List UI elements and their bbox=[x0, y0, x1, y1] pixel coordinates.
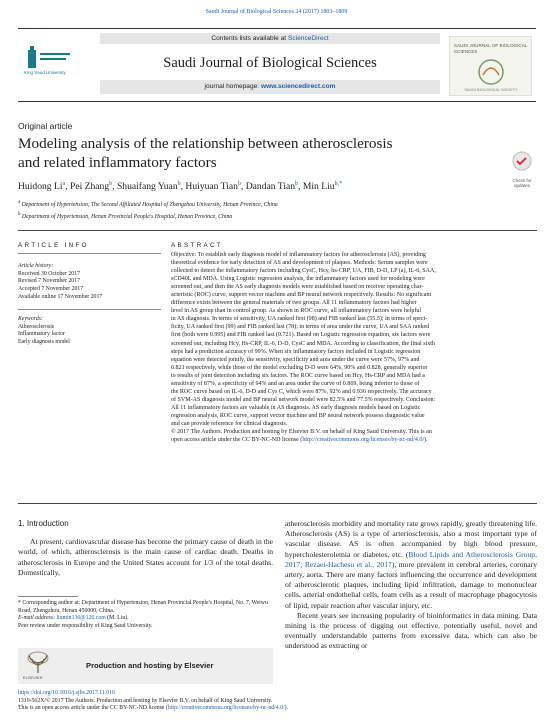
history-item: Revised 7 November 2017 bbox=[18, 278, 80, 285]
footnote-rule bbox=[18, 596, 78, 597]
title-line-1: Modeling analysis of the relationship between atherosclerosis bbox=[18, 135, 393, 152]
title-line-2: and related inflammatory factors bbox=[18, 154, 217, 171]
email-line bbox=[18, 615, 273, 623]
author-name[interactable]: Dandan Tian bbox=[245, 181, 296, 193]
body-column-right bbox=[285, 519, 537, 652]
abstract-line: regression analysis, ROC curve, support vector machine and BP neural network possess diagnostic value bbox=[171, 412, 425, 419]
copyright-notice bbox=[171, 428, 537, 444]
abstract-line: level in AS group than in control group. As shown in ROC curve, all inflammatory factors were helpful bbox=[171, 308, 422, 315]
license-line bbox=[18, 705, 538, 713]
author-affiliation-marker[interactable]: b bbox=[177, 181, 181, 187]
info-rule bbox=[18, 253, 161, 254]
author-affiliation-marker[interactable]: a bbox=[62, 181, 66, 187]
homepage-link[interactable]: www.sciencedirect.com bbox=[260, 83, 336, 90]
contents-label: Contents lists available at bbox=[211, 35, 288, 42]
abstract-line: ficity, UA ranked first (99) and FIB ranked last (78); in terms of area under the curve, UA and SAA ranked bbox=[171, 324, 430, 331]
history-item: Received 30 October 2017 bbox=[18, 270, 80, 277]
author-separator: , bbox=[298, 181, 303, 193]
author-affiliation-marker[interactable]: b bbox=[109, 181, 113, 187]
keywords bbox=[18, 316, 70, 347]
paragraph: Recent years see increasing popularity of bioinformatics in data mining. Data mining is the process of digging out effective, potentially useful, novel and eventually understandable patterns from excessive data, which can also be understood as extracting or bbox=[285, 610, 537, 651]
corresponding-author: * Corresponding author at: Department of Hypertension, Henan Provincial People's Hospital, No. 7, Weiwu Road, Zhengzhou, Henan 450000, China. bbox=[18, 600, 268, 614]
paragraph-text: atherosclerosis morbidity and mortality rate grows rapidly, greatly threatening life. Atherosclerosis (AS) is a type of arteriosclerosis, also a most important type of vascular disease. AS is often accompanied by high blood pressure, hypercholesterolemia or diabetes, etc. ( bbox=[285, 519, 537, 559]
keyword: Atherosclerosis bbox=[18, 323, 55, 330]
king-saud-university-logo bbox=[24, 44, 76, 86]
abstract-line: collected to detect the inflammatory factors including CysC, Hcy, hs-CRP, UA, FIB, D-D, LP (a), IL-6, SAA, bbox=[171, 268, 436, 275]
author-name[interactable]: Shuaifang Yuan bbox=[116, 181, 178, 193]
author-list bbox=[18, 181, 342, 192]
author-name[interactable]: Huidong Li bbox=[18, 181, 63, 193]
cover-subtitle: SAUDI BIOLOGICAL SOCIETY bbox=[464, 88, 518, 92]
author-name[interactable]: Min Liu bbox=[302, 181, 335, 193]
abstract-line: of SVM-AS diagnosis model and BP neural network model were 82.5% and 77.5% respectively. Conclusion: bbox=[171, 396, 436, 403]
abstract-text bbox=[171, 251, 537, 428]
article-history bbox=[18, 263, 102, 302]
homepage-label: journal homepage: bbox=[204, 83, 261, 90]
article-info-heading: ARTICLE INFO bbox=[18, 242, 89, 249]
author-affiliation-marker[interactable]: b bbox=[237, 181, 241, 187]
section-divider bbox=[18, 230, 537, 231]
history-item: Available online 17 November 2017 bbox=[18, 293, 103, 300]
abstract-line: and can provide reference for clinical diagnosis. bbox=[171, 420, 288, 427]
author-separator: , bbox=[240, 181, 246, 193]
sciencedirect-link[interactable]: ScienceDirect bbox=[287, 35, 329, 42]
journal-name: Saudi Journal of Biological Sciences bbox=[163, 55, 377, 71]
affiliations bbox=[18, 198, 278, 222]
keywords-label: Keywords: bbox=[18, 316, 43, 322]
affiliation-text: Department of Hypertension, The Second Affiliated Hospital of Zhengzhou University, Henan Province, China bbox=[21, 201, 278, 208]
abstract-line: theoretical evidence for early detection of AS and development of plaques. Methods: Serum samples were bbox=[171, 260, 428, 267]
journal-reference[interactable]: Saudi Journal of Biological Sciences 24 (2017) 1803–1809 bbox=[205, 9, 348, 15]
elsevier-wordmark: ELSEVIER bbox=[23, 675, 43, 680]
keyword: Inflammatory factor bbox=[18, 331, 65, 338]
journal-cover bbox=[449, 36, 532, 96]
abstract-line: All 11 inflammatory factors are valuable in AS diagnosis. AS early diagnosis models based on Logistic bbox=[171, 404, 421, 411]
abstract-line: screened out, and then the AS early diagnosis models were established based on receiver operating char- bbox=[171, 284, 424, 291]
footer-license-link[interactable]: http://creativecommons.org/licenses/by-nc-nd/4.0/ bbox=[167, 705, 285, 712]
check-updates-icon bbox=[507, 151, 537, 173]
paragraph-text: ), more prevalent in cerebral arteries, coronary artery, aorta. There are many factors influencing the occurrence and development of atherosclerotic plaques, including lipid infiltration, damage to mononuclear cells, arterial endothelial cells, foam cells as a result of macrophage phagocytosis of lipid, repair reaction after vascular injury, etc. bbox=[285, 559, 537, 610]
email-label: E-mail address: bbox=[18, 615, 57, 622]
affiliation-b bbox=[18, 210, 278, 222]
keyword: Early diagnosis model bbox=[18, 339, 70, 346]
license-prefix: This is an open access article under the CC BY-NC-ND license ( bbox=[18, 705, 168, 712]
elsevier-production-box bbox=[18, 648, 273, 684]
email-link[interactable]: liumin136@126.com bbox=[56, 615, 106, 622]
abstract-line: sCD40L and MDA. Using Logistic regression analysis, the inflammatory factors used for modeling were bbox=[171, 276, 425, 283]
license-suffix: ). bbox=[284, 705, 289, 712]
affiliation-text: Department of Hypertension, Henan Provincial People's Hospital, Henan Province, China bbox=[21, 213, 233, 220]
author-name[interactable]: Huiyuan Tian bbox=[185, 181, 238, 193]
author-affiliation-marker[interactable]: b bbox=[295, 181, 299, 187]
author-separator: , bbox=[180, 181, 186, 193]
copyright-suffix: ). bbox=[424, 437, 428, 444]
abstract-line: in AS diagnosis. In terms of sensitivity, UA ranked first (98) and FIB ranked last (55.5); in terms of speci- bbox=[171, 316, 428, 323]
abstract-line: steps had a prediction accuracy of 99%. When six inflammatory factors included in Logistic regression bbox=[171, 348, 421, 355]
paragraph bbox=[285, 519, 537, 611]
intro-paragraph: At present, cardiovascular disease has become the primary cause of death in the world, of which, atherosclerosis is the main cause of cardiac death. Deaths in atherosclerosis in Europe and the United States account for 1/3 of the total deaths. Domestically, bbox=[18, 537, 273, 577]
author-separator: , bbox=[112, 181, 117, 193]
affiliation-marker: a bbox=[18, 200, 21, 205]
copyright-line: © 2017 The Authors. Production and hosting by Elsevier B.V. on behalf of King Saud University. This is an bbox=[171, 429, 432, 436]
cover-title: SAUDI JOURNAL OF BIOLOGICAL SCIENCES bbox=[454, 43, 528, 54]
article-type: Original article bbox=[18, 121, 73, 131]
elsevier-tree-icon bbox=[24, 651, 52, 675]
abstract-line: sensitivity of 87%, a specificity of 94% and an area under the curve of 0.869, being inferior to those of bbox=[171, 380, 420, 387]
abstract-line: 0.821 respectively, while those of the model excluding D-D were 64%, 90% and 0.828, generally superior bbox=[171, 364, 428, 371]
check-for-updates-button[interactable] bbox=[507, 151, 537, 188]
history-item: Accepted 7 November 2017 bbox=[18, 286, 84, 293]
body-column-left bbox=[18, 519, 273, 578]
peer-review-note: Peer review under responsibility of King Saud University. bbox=[18, 622, 153, 629]
info-rule bbox=[18, 309, 161, 310]
footnotes bbox=[18, 600, 273, 630]
page-footer bbox=[18, 690, 538, 713]
intro-heading: 1. Introduction bbox=[18, 519, 69, 528]
copyright-line: open access article under the CC BY-NC-ND license ( bbox=[171, 437, 303, 444]
citation-link[interactable]: Blood Lipids and Atherosclerosis Group, 2017; Rezaei-Hachesu et al., 2017 bbox=[285, 549, 537, 569]
contents-bar bbox=[100, 33, 440, 44]
license-link[interactable]: http://creativecommons.org/licenses/by-nc-nd/4.0/ bbox=[302, 437, 425, 444]
email-suffix: (M. Liu). bbox=[105, 615, 129, 622]
author-name[interactable]: Pei Zhang bbox=[69, 181, 110, 193]
abstract-line: difference exists between the general materials of two groups. All 11 inflammatory factors had higher bbox=[171, 300, 417, 307]
abstract-line: screened out, including Hcy, Hs-CRP, IL-6, D-D, CysC and MDA. According to classification, the final sixth bbox=[171, 340, 435, 347]
article-title bbox=[18, 134, 478, 172]
check-updates-label: Check for updates bbox=[512, 178, 532, 188]
author-affiliation-marker[interactable]: b,* bbox=[334, 181, 343, 187]
cover-emblem-icon bbox=[472, 57, 510, 87]
abstract-line: equation were detected jointly, the sensitivity, specificity and area under the curve were 57%, 97% and bbox=[171, 356, 420, 363]
abstract-heading: ABSTRACT bbox=[171, 242, 223, 249]
history-label: Article history: bbox=[18, 263, 54, 269]
production-label: Production and hosting by Elsevier bbox=[86, 661, 214, 670]
abstract-line: to results of joint detection including six factors. The ROC curve based on Hcy, Hs-CRP and MDA had a bbox=[171, 372, 425, 379]
issn-line: 1319-562X/© 2017 The Authors. Production and hosting by Elsevier B.V. on behalf of King Saud University. bbox=[18, 697, 273, 704]
doi-link[interactable]: https://doi.org/10.1016/j.sjbs.2017.11.016 bbox=[18, 690, 115, 696]
abstract-line: acteristic (ROC) curve, support vector machine and BP neural network respectively. Results: No significant bbox=[171, 292, 432, 299]
logo-caption: King Saud University bbox=[24, 70, 66, 75]
affiliation-marker: b bbox=[18, 211, 21, 217]
abstract-line: the ROC curve based on IL-6, D-D and Cys C, which were 87%, 92% and 0.936 respectively. The accuracy bbox=[171, 388, 432, 395]
homepage-bar bbox=[100, 80, 440, 94]
abstract-bottom-rule bbox=[18, 503, 537, 504]
abstract-line: Objective: To establish early diagnosis model of inflammatory factors for atherosclerosis (AS), providing bbox=[171, 252, 426, 258]
abstract-line: first (both were 0.995) and FIB ranked last (0.721). Based on Logistic regression equation, six factors were bbox=[171, 332, 431, 339]
author-separator: , bbox=[65, 181, 70, 193]
abstract-body bbox=[171, 251, 537, 444]
affiliation-a bbox=[18, 198, 278, 210]
